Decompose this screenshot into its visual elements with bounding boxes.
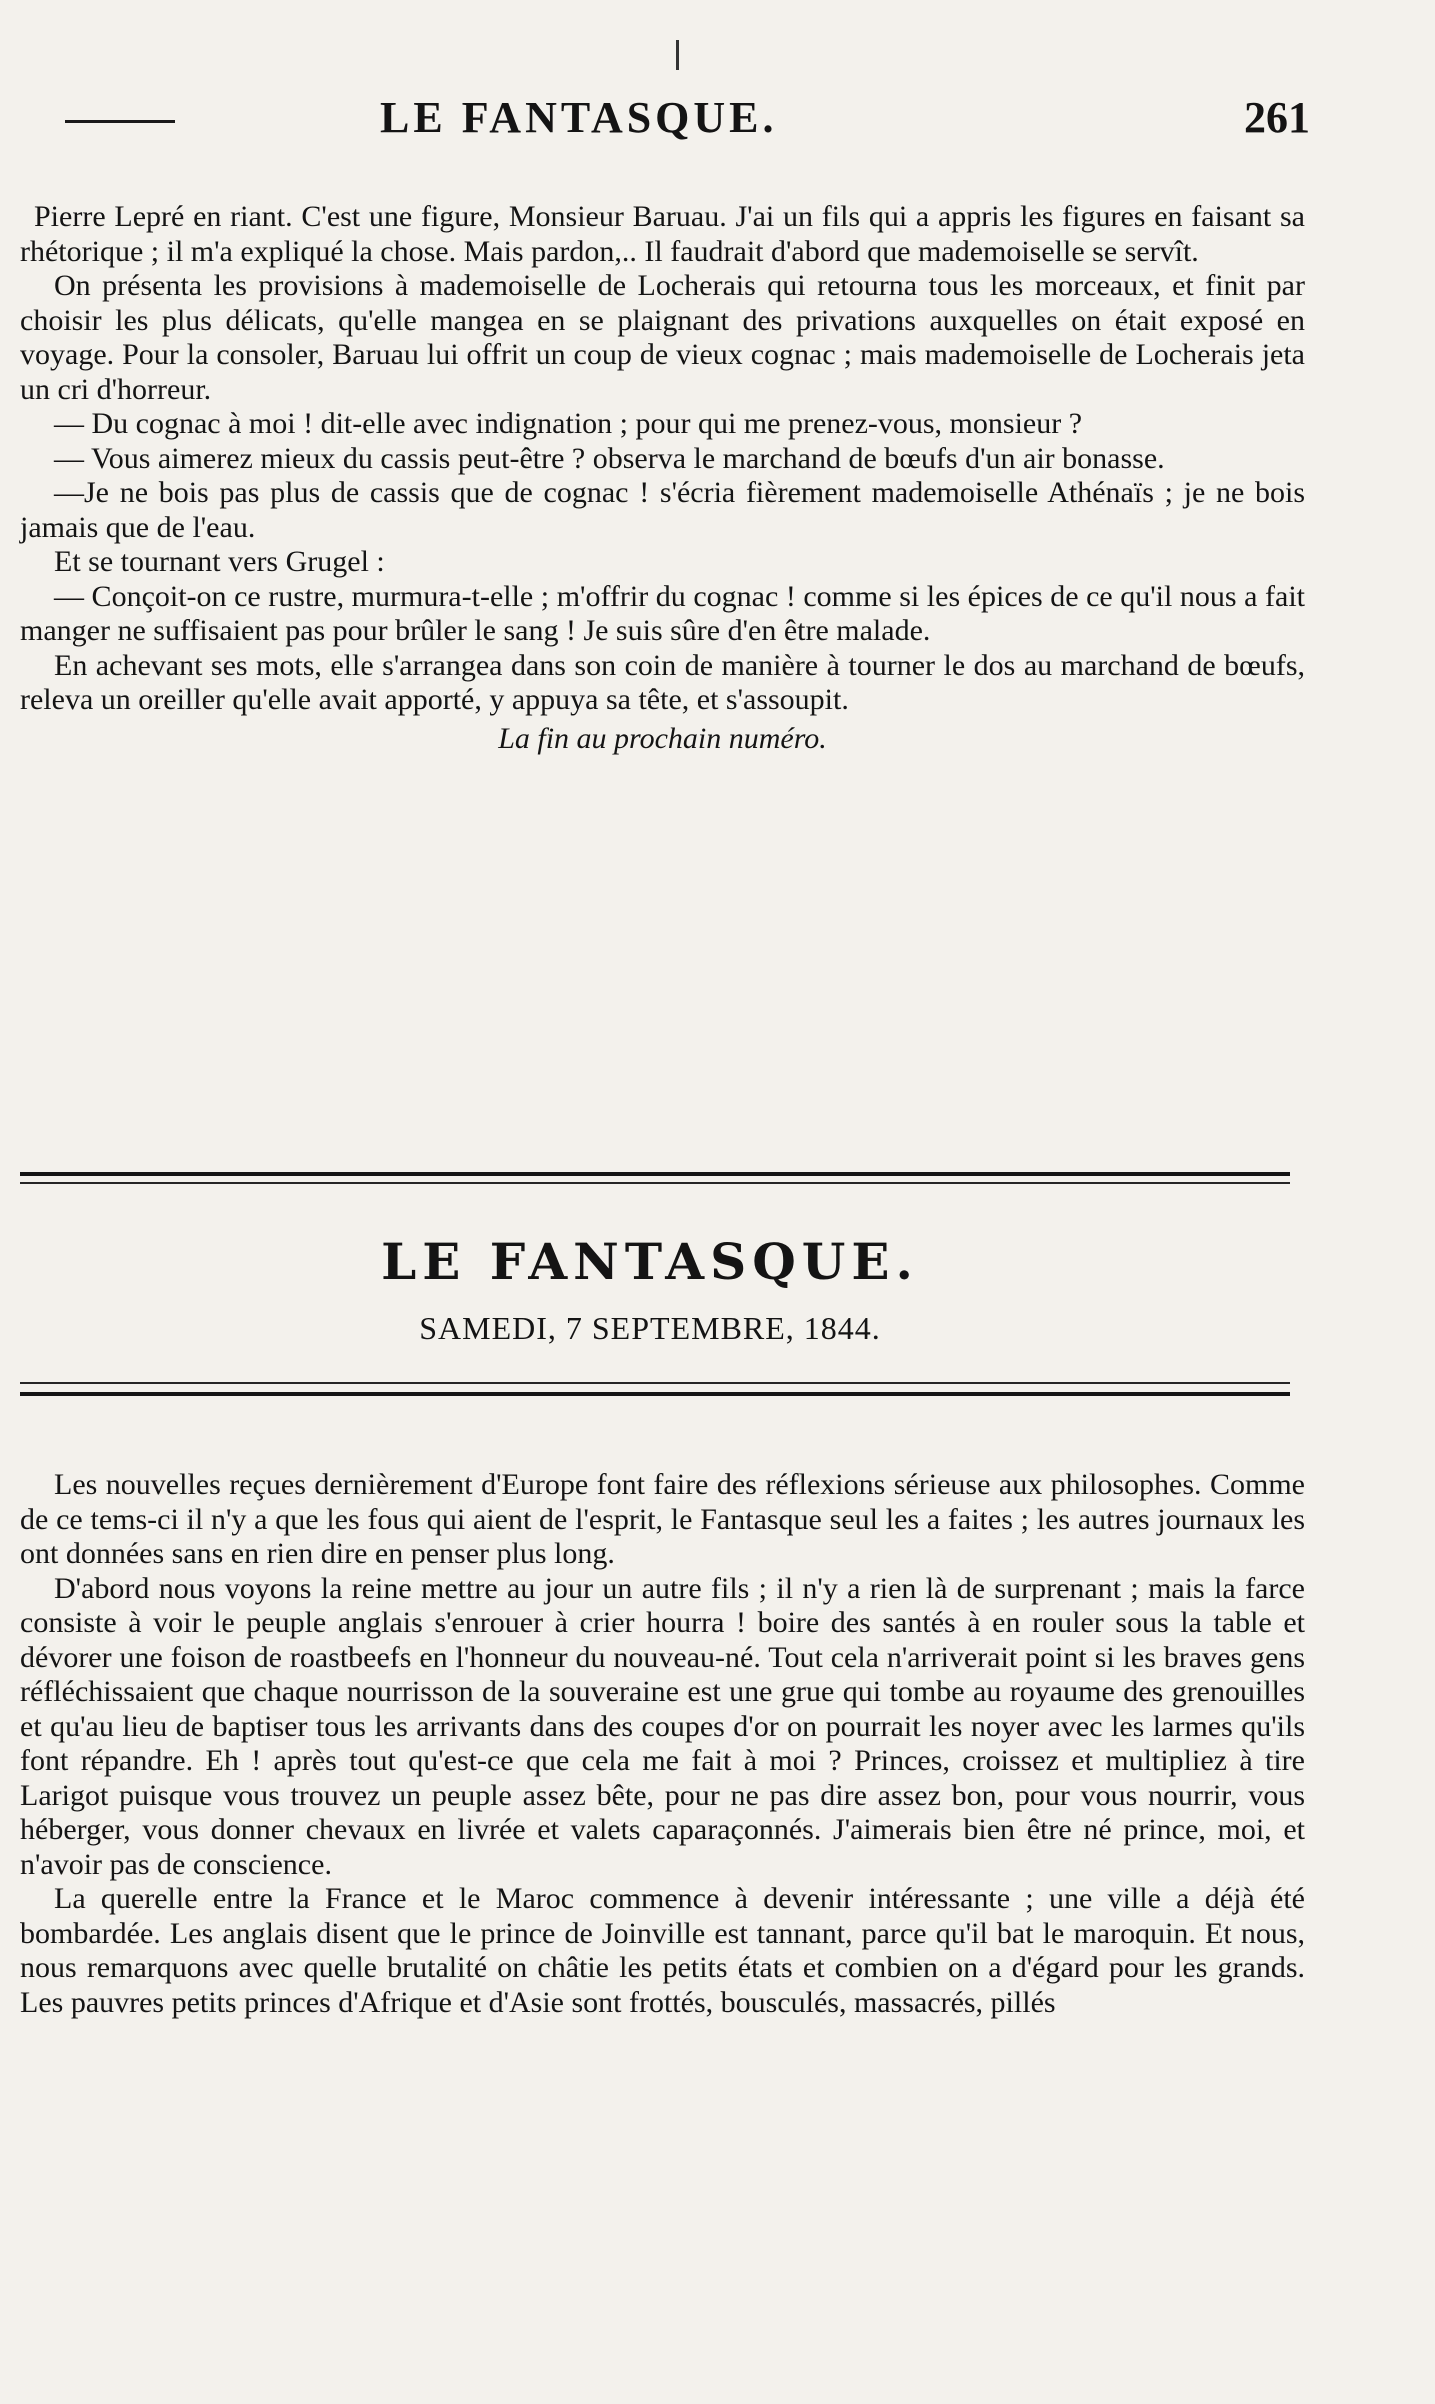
story-paragraph: — Du cognac à moi ! dit-elle avec indignation ; pour qui me prenez-vous, monsieur ? xyxy=(54,407,1083,440)
article-paragraph: La querelle entre la France et le Maroc commence à devenir intéressante ; une ville a déjà été bombardée. Les anglais disent que le prince de Joinville est tannant, parce qu'il bat le maroquin. Et nous, nous remarquons avec quelle brutalité on châtie les petits états et combien on a d'égard pour les grands. Les pauvres petits princes d'Afrique et d'Asie sont frottés, bousculés, massacrés, pillés xyxy=(20,1882,1305,2019)
article-paragraph: Les nouvelles reçues dernièrement d'Europe font faire des réflexions sérieuse aux philosophes. Comme de ce tems-ci il n'y a que les fous qui aient de l'esprit, le Fantasque seul les a faites ; les autres journaux les ont données sans en rien dire en penser plus long. xyxy=(20,1468,1305,1570)
page-number: 261 xyxy=(1244,93,1310,142)
editorial-article xyxy=(20,1468,1305,2020)
date-rule-thick xyxy=(20,1392,1290,1396)
section-rule-thick xyxy=(20,1172,1290,1176)
date-rule-thin xyxy=(20,1382,1290,1384)
issue-date: SAMEDI, 7 SEPTEMBRE, 1844. xyxy=(419,1310,881,1346)
story-paragraph: Et se tournant vers Grugel : xyxy=(54,545,385,578)
story-paragraph: — Vous aimerez mieux du cassis peut-être ? observa le marchand de bœufs d'un air bonasse. xyxy=(54,441,1165,475)
running-head xyxy=(20,92,1310,152)
story-paragraph: En achevant ses mots, elle s'arrangea dans son coin de manière à tourner le dos au marchand de bœufs, releva un oreiller qu'elle avait apporté, y appuya sa tête, et s'assoupit. xyxy=(20,648,1305,716)
section-rule-thin xyxy=(20,1182,1290,1184)
continuation-note: La fin au prochain numéro. xyxy=(498,721,827,755)
running-head-title: LE FANTASQUE. xyxy=(380,93,778,142)
story-paragraph: Pierre Lepré en riant. C'est une figure, Monsieur Baruau. J'ai un fils qui a appris les figures en faisant sa rhétorique ; il m'a expliqué la chose. Mais pardon,.. Il faudrait d'abord que mademoiselle se servît. xyxy=(20,200,1305,268)
running-head-rule xyxy=(65,120,175,123)
ornament-mark xyxy=(676,40,679,70)
article-paragraph: D'abord nous voyons la reine mettre au jour un autre fils ; il n'y a rien là de surprenant ; mais la farce consiste à voir le peuple anglais s'enrouer à crier hourra ! boire des santés à en rouler sous la table et dévorer une foison de roastbeefs en l'honneur du nouveau-né. Tout cela n'arriverait point si les braves gens réfléchissaient que chaque nourrisson de la souveraine est une grue qui tombe au royaume des grenouilles et qu'au lieu de baptiser tous les arrivants dans des coupes d'or on pourrait les noyer avec les larmes qu'ils font répandre. Eh ! après tout qu'est-ce que cela me fait à moi ? Princes, croissez et multipliez à tire Larigot puisque vous trouvez un peuple assez bête, pour ne pas dire assez bon, pour vous nourrir, vous héberger, vous donner chevaux en livrée et valets caparaçonnés. J'aimerais bien être né prince, moi, et n'avoir pas de conscience. xyxy=(20,1571,1305,1881)
story-paragraph: On présenta les provisions à mademoiselle de Locherais qui retourna tous les morceaux, et finit par choisir les plus délicats, qu'elle mangea en se plaignant des privations auxquelles on était exposé en voyage. Pour la consoler, Baruau lui offrit un coup de vieux cognac ; mais mademoiselle de Locherais jeta un cri d'horreur. xyxy=(20,269,1305,406)
masthead-title: LE FANTASQUE. xyxy=(381,1232,919,1291)
story-paragraph: —Je ne bois pas plus de cassis que de cognac ! s'écria fièrement mademoiselle Athénaïs ; je ne bois jamais que de l'eau. xyxy=(20,476,1305,544)
story-paragraph: — Conçoit-on ce rustre, murmura-t-elle ; m'offrir du cognac ! comme si les épices de ce qu'il nous a fait manger ne suffisaient pas pour brûler le sang ! Je suis sûre d'en être malade. xyxy=(20,579,1305,647)
story-ending xyxy=(20,200,1305,756)
